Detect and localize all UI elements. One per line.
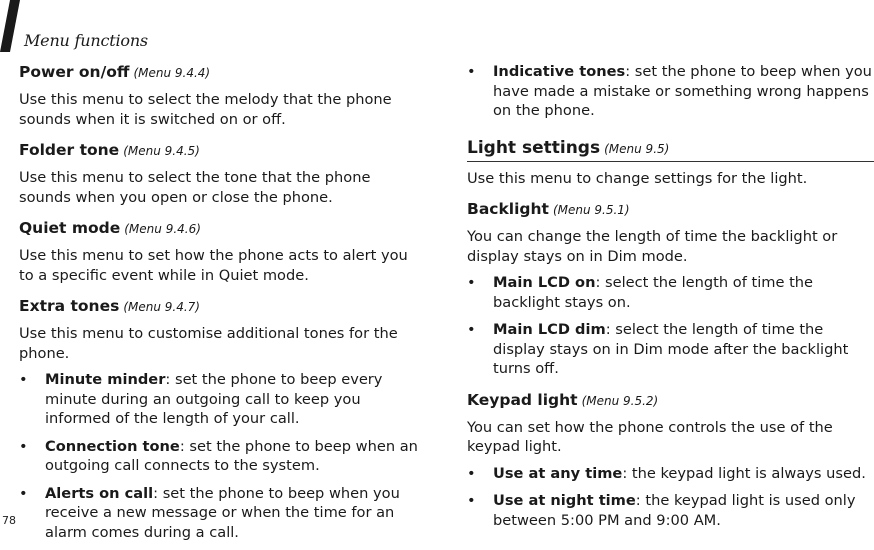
heading-power-on-off: Power on/off (Menu 9.4.4) bbox=[19, 63, 211, 81]
list-item: • Use at any time: the keypad light is always used. bbox=[467, 464, 866, 482]
heading-extra-tones: Extra tones (Menu 9.4.7) bbox=[19, 297, 200, 315]
heading-quiet-mode: Quiet mode (Menu 9.4.6) bbox=[19, 219, 201, 237]
heading-backlight: Backlight (Menu 9.5.1) bbox=[467, 200, 630, 218]
menu-ref: (Menu 9.4.6) bbox=[124, 222, 201, 236]
list-item: • Minute minder: set the phone to beep every minute during an outgoing call to keep you informed of the length of your call. bbox=[19, 371, 383, 427]
heading-keypad-light: Keypad light (Menu 9.5.2) bbox=[467, 390, 659, 409]
list-item: • Main LCD dim: select the length of time the display stays on in Dim mode after the backlight turns off. bbox=[467, 321, 849, 377]
paragraph-folder-tone: Use this menu to select the tone that the phone sounds when you open or close the phone. bbox=[19, 169, 371, 206]
menu-ref: (Menu 9.5.2) bbox=[581, 393, 659, 408]
page-number: 78 bbox=[2, 514, 16, 527]
list-item: • Indicative tones: set the phone to beep when you have made a mistake or something wrong happens on the phone. bbox=[467, 63, 872, 119]
paragraph-backlight: You can change the length of time the backlight or display stays on in Dim mode. bbox=[467, 228, 838, 265]
extra-tones-list bbox=[19, 370, 425, 542]
paragraph-quiet-mode: Use this menu to set how the phone acts to alert you to a specific event while in Quiet mode. bbox=[19, 247, 408, 284]
keypad-light-list bbox=[467, 464, 874, 531]
paragraph-extra-tones: Use this menu to customise additional tones for the phone. bbox=[19, 325, 398, 362]
paragraph-power-on-off: Use this menu to select the melody that the phone sounds when it is switched on or off. bbox=[19, 91, 392, 128]
paragraph-light-settings: Use this menu to change settings for the light. bbox=[467, 169, 808, 187]
left-column bbox=[19, 62, 425, 550]
menu-ref: (Menu 9.4.7) bbox=[123, 300, 200, 314]
right-column bbox=[467, 62, 874, 538]
heading-folder-tone: Folder tone (Menu 9.4.5) bbox=[19, 141, 200, 159]
paragraph-keypad-light: You can set how the phone controls the use of the keypad light. bbox=[467, 418, 833, 455]
list-item: • Use at night time: the keypad light is used only between 5:00 PM and 9:00 AM. bbox=[467, 492, 856, 529]
indicative-tones-list bbox=[467, 62, 874, 121]
menu-ref: (Menu 9.4.4) bbox=[133, 66, 211, 80]
backlight-list bbox=[467, 273, 874, 379]
header-corner-bar bbox=[0, 0, 20, 52]
menu-ref: (Menu 9.4.5) bbox=[123, 144, 200, 158]
menu-ref: (Menu 9.5) bbox=[604, 141, 670, 156]
list-item: • Main LCD on: select the length of time the backlight stays on. bbox=[467, 274, 814, 311]
page-header-title: Menu functions bbox=[24, 31, 148, 50]
list-item: • Alerts on call: set the phone to beep when you receive a new message or when the time for an alarm comes during a call. bbox=[19, 484, 400, 541]
menu-ref: (Menu 9.5.1) bbox=[552, 203, 630, 217]
list-item: • Connection tone: set the phone to beep when an outgoing call connects to the system. bbox=[19, 437, 418, 474]
heading-light-settings: Light settings (Menu 9.5) bbox=[467, 137, 874, 162]
